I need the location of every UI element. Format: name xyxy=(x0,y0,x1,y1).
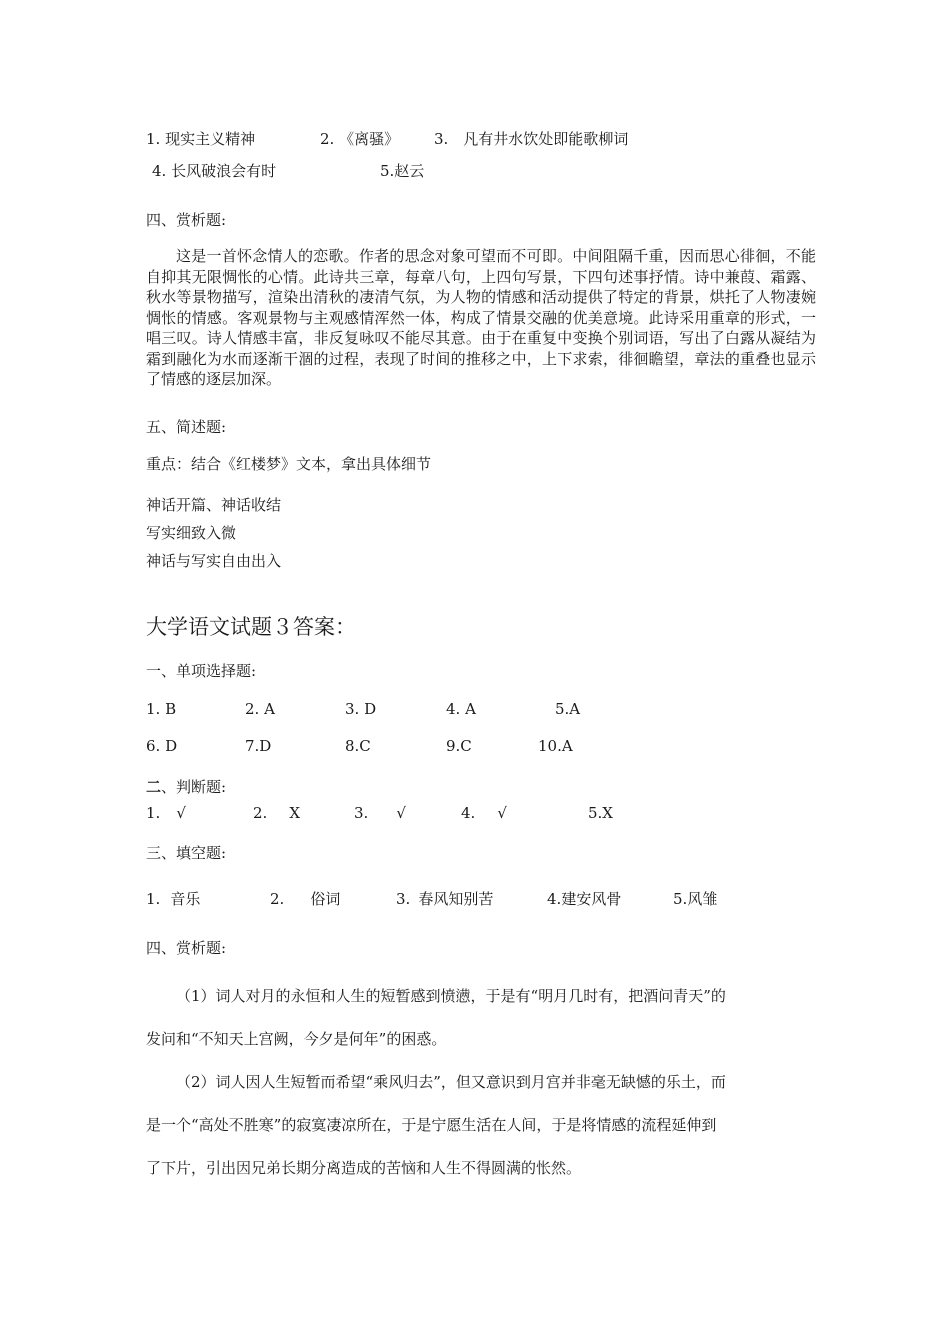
appreciation-p1-line1: （1）词人对月的永恒和人生的短暂感到愤懑，于是有“明月几时有，把酒问青天”的 xyxy=(176,987,726,1005)
mc-answer-1: 1. B xyxy=(146,700,177,718)
mc-answer-5: 5.A xyxy=(555,700,581,718)
appreciation-p2-line1: （2）词人因人生短暂而希望“乘风归去”，但又意识到月宫并非毫无缺憾的乐土，而 xyxy=(176,1073,726,1091)
fill-answer-1: 1. 现实主义精神 xyxy=(146,130,256,148)
mc-answer-3: 3. D xyxy=(345,700,377,718)
fill-blank-answer-4: 4.建安风骨 xyxy=(547,890,622,908)
tf-answer-4: 4. √ xyxy=(461,804,507,822)
fill-answer-2: 2. 《离骚》 xyxy=(320,130,400,148)
exam3-title: 大学语文试题３答案： xyxy=(146,615,356,639)
section-heading-short-answer: 五、简述题: xyxy=(146,418,227,436)
fill-answer-4: 4. 长风破浪会有时 xyxy=(152,162,277,180)
mc-answer-6: 6. D xyxy=(146,737,178,755)
appreciation-paragraph: 这是一首怀念情人的恋歌。作者的思念对象可望而不可即。中间阻隔千重，因而思心徘徊，不能自抑其无限惆怅的心情。此诗共三章，每章八句，上四句写景，下四句述事抒情。诗中兼葭、霜露、秋水等景物描写，渲染出清秋的凄清气氛，为人物的情感和活动提供了特定的背景，烘托了人物凄婉惆怅的情感。客观景物与主观感情浑然一体，构成了情景交融的优美意境。此诗采用重章的形式，一唱三叹。诗人情感丰富，非反复咏叹不能尽其意。由于在重复中变换个别词语，写出了白露从凝结为霜到融化为水而逐渐干涸的过程，表现了时间的推移之中，上下求索，徘徊瞻望，章法的重叠也显示了情感的逐层加深。 xyxy=(146,247,816,388)
short-answer-point-1: 神话开篇、神话收结 xyxy=(146,496,282,514)
fill-blank-answer-5: 5.风雏 xyxy=(673,890,718,908)
mc-answer-7: 7.D xyxy=(245,737,272,755)
tf-answer-5: 5.X xyxy=(588,804,613,822)
mc-answer-10: 10.A xyxy=(538,737,573,755)
fill-blank-answer-2: 2. 俗词 xyxy=(270,890,341,908)
mc-answer-9: 9.C xyxy=(446,737,472,755)
short-answer-point-2: 写实细致入微 xyxy=(146,524,237,542)
mc-answer-4: 4. A xyxy=(446,700,476,718)
tf-answer-2: 2. X xyxy=(253,804,300,822)
appreciation-p1-line2: 发问和“不知天上宫阙，今夕是何年”的困惑。 xyxy=(146,1030,447,1048)
short-answer-key-point: 重点：结合《红楼梦》文本，拿出具体细节 xyxy=(146,455,432,473)
section-heading-appreciation-exam3: 四、赏析题: xyxy=(146,939,227,957)
fill-blank-answer-1: 1. 音乐 xyxy=(146,890,201,908)
tf-answer-3: 3. √ xyxy=(354,804,406,822)
fill-answer-5: 5.赵云 xyxy=(380,162,425,180)
fill-blank-answer-3: 3. 春风知别苦 xyxy=(396,890,494,908)
appreciation-p2-line2: 是一个“高处不胜寒”的寂寞凄凉所在，于是宁愿生活在人间，于是将情感的流程延伸到 xyxy=(146,1116,717,1134)
fill-answer-3: 3. 凡有井水饮处即能歌柳词 xyxy=(434,130,629,148)
mc-answer-2: 2. A xyxy=(245,700,275,718)
section-heading-fill-blank: 三、填空题: xyxy=(146,844,227,862)
section-heading-true-false: 二、判断题: xyxy=(146,778,227,796)
tf-answer-1: 1. √ xyxy=(146,804,186,822)
section-heading-appreciation: 四、赏析题: xyxy=(146,211,227,229)
appreciation-p2-line3: 了下片，引出因兄弟长期分离造成的苦恼和人生不得圆满的怅然。 xyxy=(146,1159,582,1177)
mc-answer-8: 8.C xyxy=(345,737,371,755)
short-answer-point-3: 神话与写实自由出入 xyxy=(146,552,282,570)
section-heading-multiple-choice: 一、单项选择题: xyxy=(146,662,257,680)
